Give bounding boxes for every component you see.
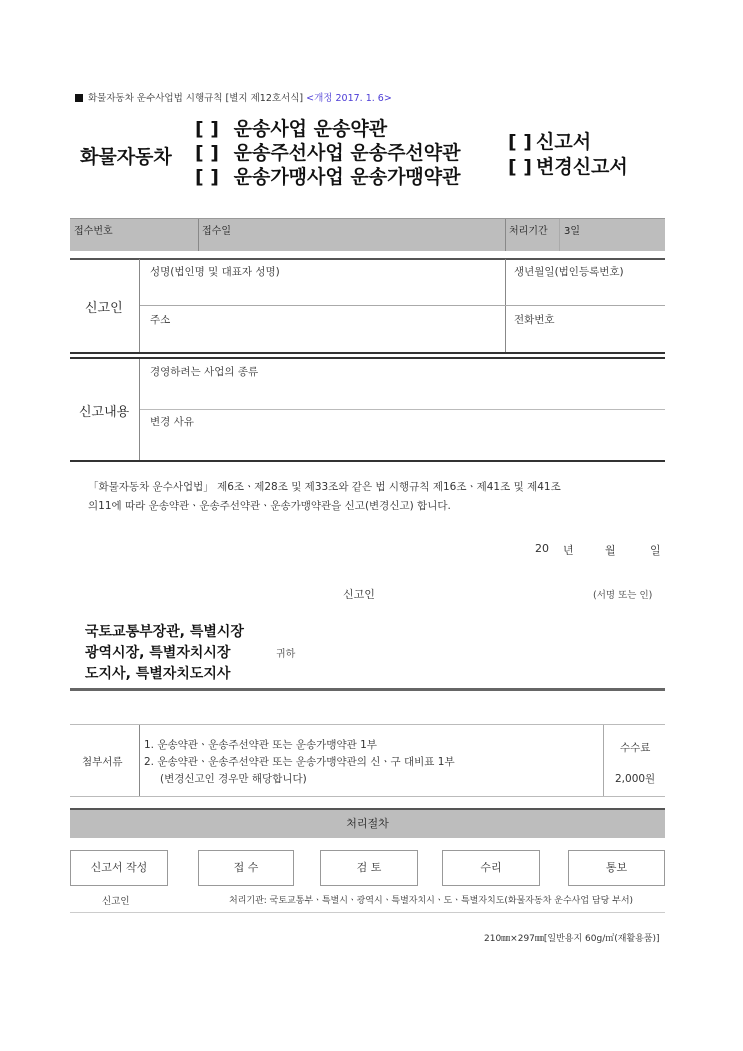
date-year-prefix: 20: [535, 542, 549, 555]
receipt-number-label: 접수번호: [74, 226, 113, 237]
checkbox-bracket[interactable]: [ ]: [195, 142, 219, 164]
title-option-label: 운송가맹사업 운송가맹약관: [233, 166, 461, 188]
address-field[interactable]: 주소: [150, 314, 171, 326]
divider: [70, 796, 665, 797]
phone-field[interactable]: 전화번호: [514, 314, 555, 326]
honorific: 귀하: [276, 649, 296, 660]
divider: [70, 258, 665, 260]
procedure-applicant-label: 신고인: [102, 896, 130, 907]
statement-line: 「화물자동차 운수사업법」 제6조ㆍ제28조 및 제33조와 같은 법 시행규칙 제16조ㆍ제41조 및 제41조: [88, 481, 561, 493]
change-reason-field[interactable]: 변경 사유: [150, 416, 194, 428]
name-field[interactable]: 성명(법인명 및 대표자 성명): [150, 266, 280, 278]
date-month[interactable]: 월: [605, 544, 616, 557]
divider: [139, 725, 140, 796]
procedure-step-receive: 접 수: [198, 850, 294, 886]
checkbox-bracket[interactable]: [ ]: [195, 166, 219, 188]
statement-line: 의11에 따라 운송약관ㆍ운송주선약관ㆍ운송가맹약관을 신고(변경신고) 합니다.: [88, 500, 451, 512]
attachment-item: 2. 운송약관ㆍ운송주선약관 또는 운송가맹약관의 신ㆍ구 대비표 1부: [144, 756, 455, 768]
title-option-label: 운송사업 운송약관: [233, 118, 388, 140]
addressee-line: 도지사, 특별자치도지사: [85, 666, 231, 682]
paper-spec: 210㎜×297㎜[일반용지 60g/㎡(재활용품)]: [484, 934, 660, 944]
title-option-label: 운송주선사업 운송주선약관: [233, 142, 461, 164]
divider: [70, 912, 665, 913]
procedure-title: 처리절차: [70, 808, 665, 838]
receipt-date-label: 접수일: [202, 226, 231, 237]
date-year[interactable]: 년: [563, 544, 574, 557]
title-kinds: [508, 130, 628, 180]
divider: [70, 352, 665, 354]
business-type-field[interactable]: 경영하려는 사업의 종류: [150, 366, 259, 378]
procedure-step-notify: 통보: [568, 850, 665, 886]
divider: [140, 409, 665, 410]
procedure-agency-label: 처리기관: 국토교통부ㆍ특별시ㆍ광역시ㆍ특별자치시ㆍ도ㆍ특별자치도(화물자동차 운수사업 담당 부서): [229, 896, 634, 906]
date-day[interactable]: 일: [650, 544, 661, 557]
title-option[interactable]: [195, 165, 461, 189]
signature-label: 신고인: [343, 588, 375, 601]
divider: [140, 305, 665, 306]
addressee-line: 국토교통부장관, 특별시장: [85, 624, 244, 640]
attachment-item-note: (변경신고인 경우만 해당합니다): [160, 773, 307, 785]
attachment-item: 1. 운송약관ㆍ운송주선약관 또는 운송가맹약관 1부: [144, 739, 377, 751]
addressee-line: 광역시장, 특별자치시장: [85, 645, 231, 661]
title-option[interactable]: [195, 117, 461, 141]
title-kind-label: 신고서: [536, 131, 592, 153]
procedure-step-accept: 수리: [442, 850, 540, 886]
fee-value: 2,000원: [615, 773, 656, 785]
divider: [70, 357, 665, 359]
checkbox-bracket[interactable]: [ ]: [195, 118, 219, 140]
divider: [603, 725, 604, 796]
processing-period-value: 3일: [564, 226, 581, 237]
checkbox-bracket[interactable]: [ ]: [508, 156, 532, 178]
square-bullet-icon: [75, 94, 83, 102]
title-kind-label: 변경신고서: [536, 156, 628, 178]
divider: [70, 724, 665, 725]
birthdate-field[interactable]: 생년월일(법인등록번호): [514, 266, 624, 278]
title-option[interactable]: [195, 141, 461, 165]
processing-period-label: 처리기간: [509, 226, 548, 237]
applicant-section-label: 신고인: [85, 301, 123, 316]
procedure-step-review: 검 토: [320, 850, 418, 886]
content-section-label: 신고내용: [79, 405, 130, 420]
title-kind[interactable]: [508, 130, 628, 155]
title-options: [195, 117, 461, 189]
attachments-label: 첨부서류: [82, 756, 123, 768]
title-kind[interactable]: [508, 155, 628, 180]
form-reference: 화물자동차 운수사업법 시행규칙 [별지 제12호서식]: [88, 93, 304, 104]
signature-field[interactable]: (서명 또는 인): [593, 590, 653, 601]
divider: [70, 460, 665, 462]
revision-date: <개정 2017. 1. 6>: [306, 93, 392, 104]
receipt-header: [70, 218, 665, 251]
divider: [70, 688, 665, 691]
title-main: 화물자동차: [80, 146, 172, 168]
procedure-step-write: 신고서 작성: [70, 850, 168, 886]
fee-label: 수수료: [620, 742, 651, 754]
form-reference-note: [75, 90, 392, 104]
declaration-statement: [88, 478, 668, 516]
addressee: [85, 622, 244, 685]
checkbox-bracket[interactable]: [ ]: [508, 131, 532, 153]
